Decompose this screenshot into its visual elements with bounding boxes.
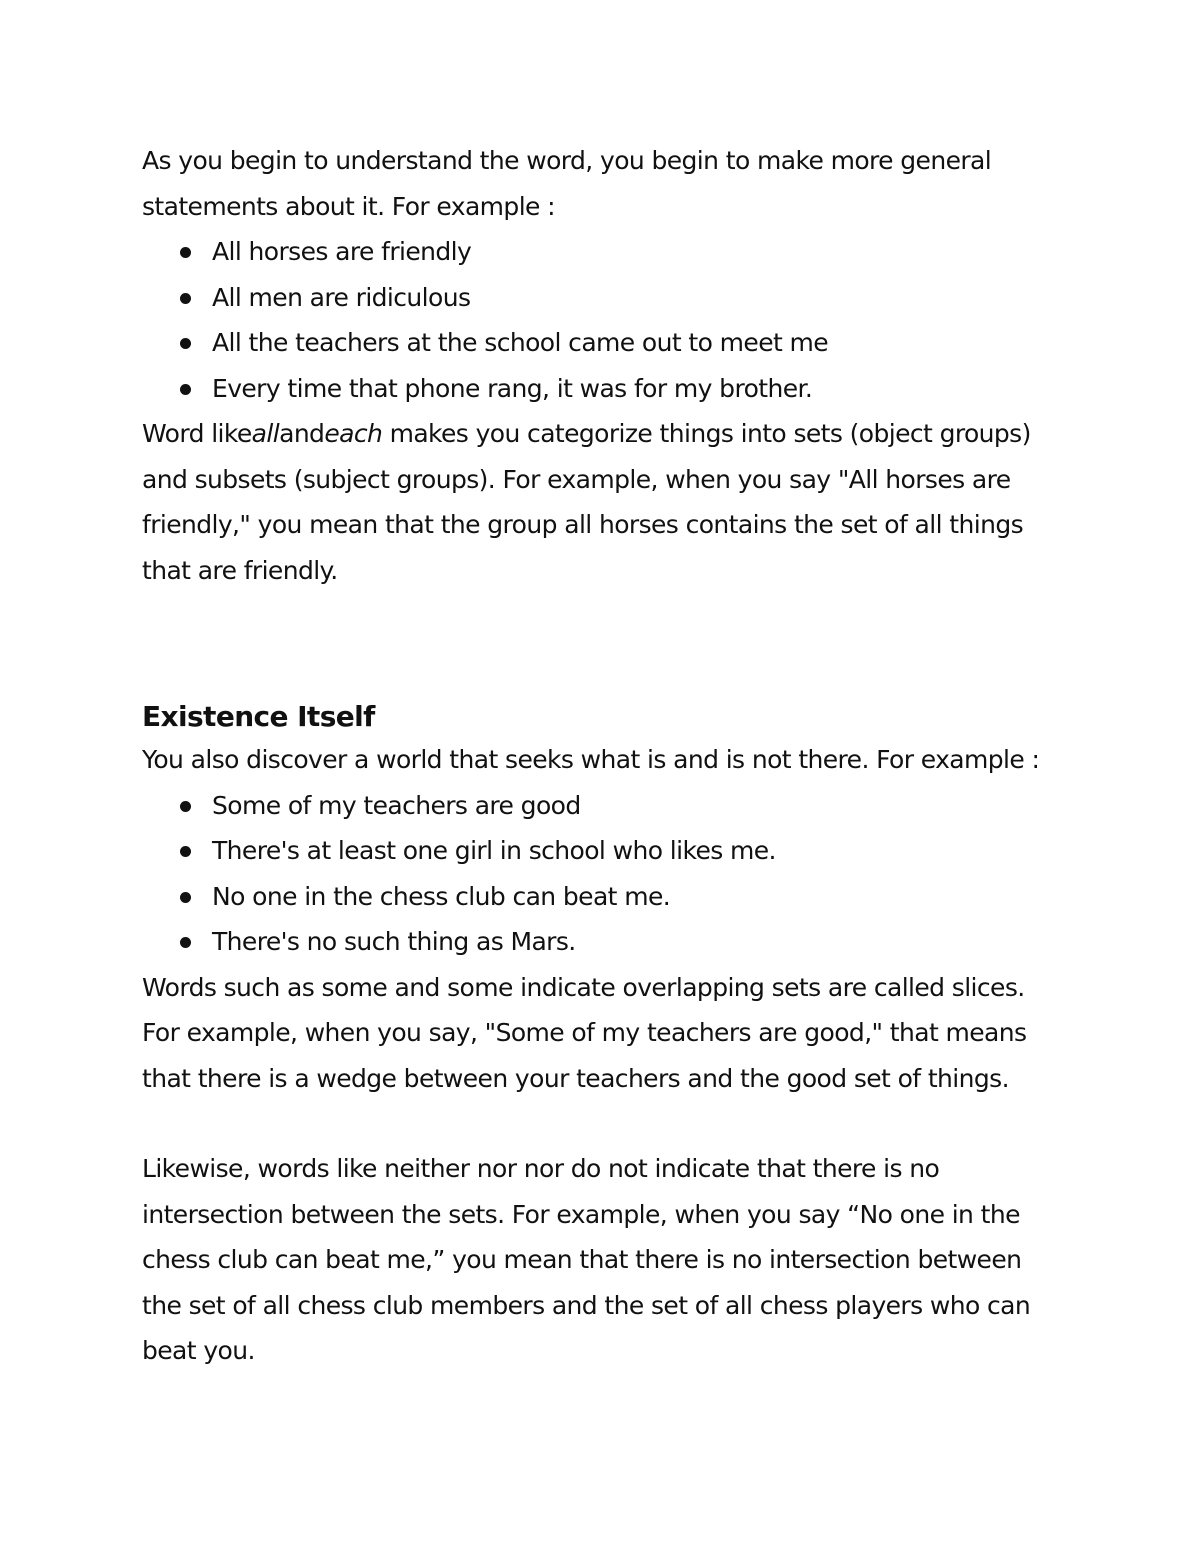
- intro-paragraph: As you begin to understand the word, you begin to make more general statements about it. For example :: [142, 146, 992, 221]
- bullet-icon: [180, 801, 191, 812]
- list-item: All the teachers at the school came out to meet me: [142, 320, 1057, 366]
- bullet-icon: [180, 293, 191, 304]
- list-item: Every time that phone rang, it was for my brother.: [142, 366, 1057, 412]
- list-item: There's no such thing as Mars.: [142, 919, 1057, 965]
- slices-paragraph: Words such as some and some indicate overlapping sets are called slices. For example, when you say, "Some of my teachers are good," that means that there is a wedge between your teachers and the good set of things.: [142, 972, 1027, 1093]
- existence-examples-list: [142, 783, 1057, 965]
- bullet-icon: [180, 384, 191, 395]
- section-spacer: [142, 593, 1057, 697]
- bullet-icon: [180, 937, 191, 948]
- list-item: No one in the chess club can beat me.: [142, 874, 1057, 920]
- intersection-paragraph: Likewise, words like neither nor nor do not indicate that there is no intersection between the sets. For example, when you say “No one in the chess club can beat me,” you mean that there is no intersection between the set of all chess club members and the set of all chess players who can beat you.: [142, 1154, 1031, 1365]
- list-item: All men are ridiculous: [142, 275, 1057, 321]
- list-item: All horses are friendly: [142, 229, 1057, 275]
- universal-examples-list: [142, 229, 1057, 411]
- list-item: Some of my teachers are good: [142, 783, 1057, 829]
- section-heading: Existence Itself: [142, 700, 375, 733]
- bullet-icon: [180, 338, 191, 349]
- bullet-icon: [180, 247, 191, 258]
- sets-explanation-paragraph: Word likeallandeach makes you categorize things into sets (object groups) and subsets (subject groups). For example, when you say "All horses are friendly," you mean that the group all horses contains the set of all things that are friendly.: [142, 419, 1031, 585]
- list-item: There's at least one girl in school who likes me.: [142, 828, 1057, 874]
- bullet-icon: [180, 846, 191, 857]
- document-page: [142, 138, 1057, 1374]
- bullet-icon: [180, 892, 191, 903]
- existence-intro-paragraph: You also discover a world that seeks what is and is not there. For example :: [142, 745, 1040, 774]
- paragraph-spacer: [142, 1101, 1057, 1146]
